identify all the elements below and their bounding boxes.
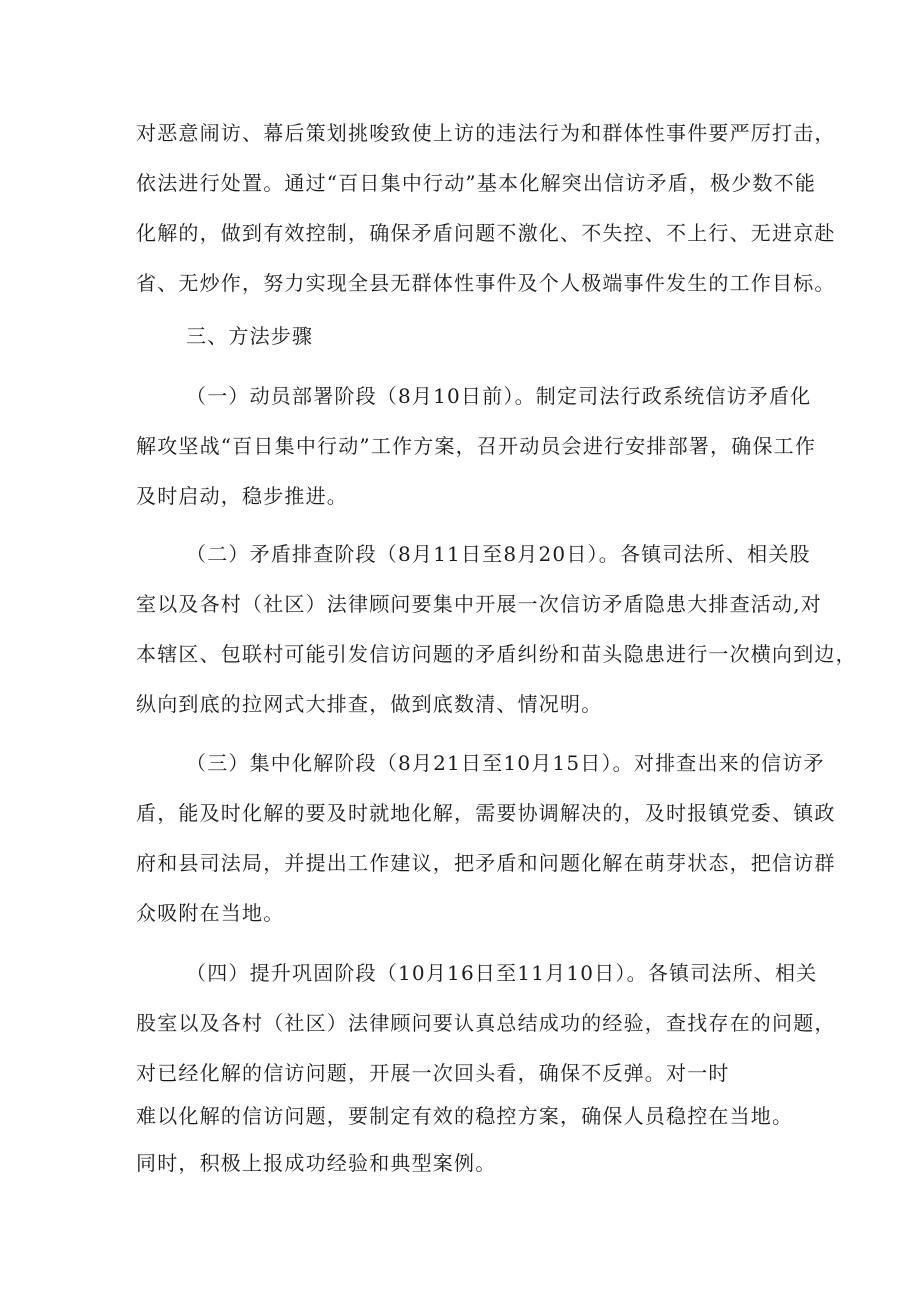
text-line: 解攻坚战“百日集中行动”工作方案，召开动员会进行安排部署，确保工作 bbox=[136, 434, 817, 458]
text-line: （四）提升巩固阶段（10月16日至11月10日）。各镇司法所、相关 bbox=[186, 961, 818, 985]
text-line: 化解的，做到有效控制，确保矛盾问题不激化、不失控、不上行、无进京赴 bbox=[136, 221, 836, 245]
text-line: 及时启动，稳步推进。 bbox=[136, 484, 348, 508]
text-line: 对已经化解的信访问题，开展一次回头看，确保不反弹。对一时 bbox=[136, 1061, 730, 1085]
text-line: 府和县司法局，并提出工作建议，把矛盾和问题化解在萌芽状态，把信访群 bbox=[136, 851, 836, 875]
text-line: 室以及各村（社区）法律顾问要集中开展一次信访矛盾隐患大排查活动,对 bbox=[136, 592, 822, 616]
text-line: 依法进行处置。通过“百日集中行动”基本化解突出信访矛盾，极少数不能 bbox=[136, 171, 817, 195]
text-line: （二）矛盾排查阶段（8月11日至8月20日）。各镇司法所、相关股 bbox=[186, 542, 811, 566]
text-line: 难以化解的信访问题，要制定有效的稳控方案，确保人员稳控在当地。 bbox=[136, 1104, 794, 1128]
text-line: 众吸附在当地。 bbox=[136, 901, 285, 925]
text-line: 同时，积极上报成功经验和典型案例。 bbox=[136, 1151, 497, 1175]
text-line: 纵向到底的拉网式大排查，做到底数清、情况明。 bbox=[136, 692, 603, 716]
section-heading: 三、方法步骤 bbox=[186, 324, 314, 348]
text-line: 省、无炒作，努力实现全县无群体性事件及个人极端事件发生的工作目标。 bbox=[136, 271, 836, 295]
text-line: （三）集中化解阶段（8月21日至10月15日）。对排查出来的信访矛 bbox=[186, 751, 825, 775]
text-line: 股室以及各村（社区）法律顾问要认真总结成功的经验，查找存在的问题， bbox=[136, 1011, 836, 1035]
text-line: 本辖区、包联村可能引发信访问题的矛盾纠纷和苗头隐患进行一次横向到边， bbox=[136, 642, 857, 666]
text-line: （一）动员部署阶段（8月10日前）。制定司法行政系统信访矛盾化 bbox=[186, 384, 812, 408]
text-line: 盾，能及时化解的要及时就地化解，需要协调解决的，及时报镇党委、镇政 bbox=[136, 801, 836, 825]
text-line: 对恶意闹访、幕后策划挑唆致使上访的违法行为和群体性事件要严厉打击， bbox=[136, 121, 836, 145]
